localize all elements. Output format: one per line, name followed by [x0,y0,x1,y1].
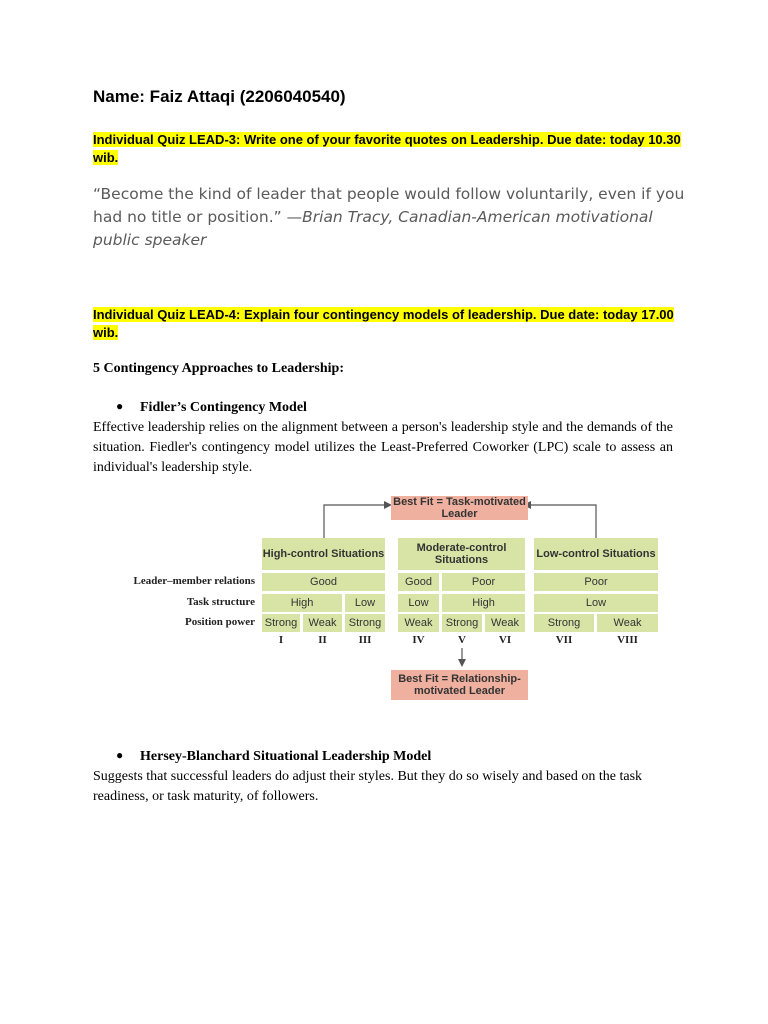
cell-task: Low [534,594,658,612]
group-header-moderate: Moderate-control Situations [398,538,525,570]
quote-text: “Become the kind of leader that people would follow voluntarily, even if you had no title or position.” — [93,185,685,226]
octant-numeral: VI [498,634,512,646]
row-label-lmr: Leader–member relations [133,575,255,587]
quiz-lead4-text: Individual Quiz LEAD-4: Explain four contingency models of leadership. Due date: today 17.00 wib. [93,307,674,340]
section-title: 5 Contingency Approaches to Leadership: [93,361,344,376]
hersey-heading [116,748,432,765]
cell-power: Weak [398,614,439,632]
fiedler-heading [116,399,307,416]
hersey-title: Hersey-Blanchard Situational Leadership Model [140,749,432,764]
octant-numeral: I [278,634,284,646]
cell-power: Strong [442,614,482,632]
octant-numeral: VII [555,634,573,646]
fiedler-title: Fidler’s Contingency Model [140,400,307,415]
cell-power: Strong [345,614,385,632]
cell-power: Strong [262,614,300,632]
cell-lmr: Poor [442,573,525,591]
cell-power: Weak [485,614,525,632]
cell-lmr: Poor [534,573,658,591]
quiz-lead3-text: Individual Quiz LEAD-3: Write one of your favorite quotes on Leadership. Due date: today 10.30 wib. [93,132,681,165]
group-header-high: High-control Situations [262,538,385,570]
quiz-lead4-prompt [93,306,683,342]
row-label-power: Position power [185,616,255,628]
octant-numeral: VIII [617,634,638,646]
cell-power: Weak [303,614,342,632]
bullet-icon: ● [116,399,124,413]
bottom-best-fit-box: Best Fit = Relationship-motivated Leader [391,670,528,700]
cell-task: High [262,594,342,612]
octant-numeral: III [358,634,372,646]
author-name: Name: Faiz Attaqi (2206040540) [93,87,346,106]
octant-numeral: II [318,634,327,646]
leadership-quote [93,183,693,252]
cell-power: Strong [534,614,594,632]
fiedler-body: Effective leadership relies on the alignment between a person's leadership style and the demands of the situation. Fiedler's contingency model utilizes the Least-Preferred Coworker (LPC) scale to assess an individual's leadership style. [93,420,673,475]
row-label-task: Task structure [186,596,255,608]
cell-task: Low [345,594,385,612]
cell-power: Weak [597,614,658,632]
bullet-icon: ● [116,748,124,762]
arrow-left-to-top-fit [324,505,385,538]
hersey-body: Suggests that successful leaders do adjust their styles. But they do so wisely and based on the task readiness, or task maturity, of followers. [93,769,643,804]
quote-attribution: Brian Tracy, Canadian-American motivational public speaker [93,208,653,249]
cell-lmr: Good [262,573,385,591]
octant-numeral: IV [412,634,425,646]
cell-task: Low [398,594,439,612]
cell-lmr: Good [398,573,439,591]
octant-numeral: V [458,634,466,646]
cell-task: High [442,594,525,612]
top-best-fit-box: Best Fit = Task-motivated Leader [391,496,528,520]
fiedler-diagram [100,492,670,704]
quiz-lead3-prompt [93,131,683,167]
arrow-right-to-top-fit [530,505,596,538]
group-header-low: Low-control Situations [534,538,658,570]
